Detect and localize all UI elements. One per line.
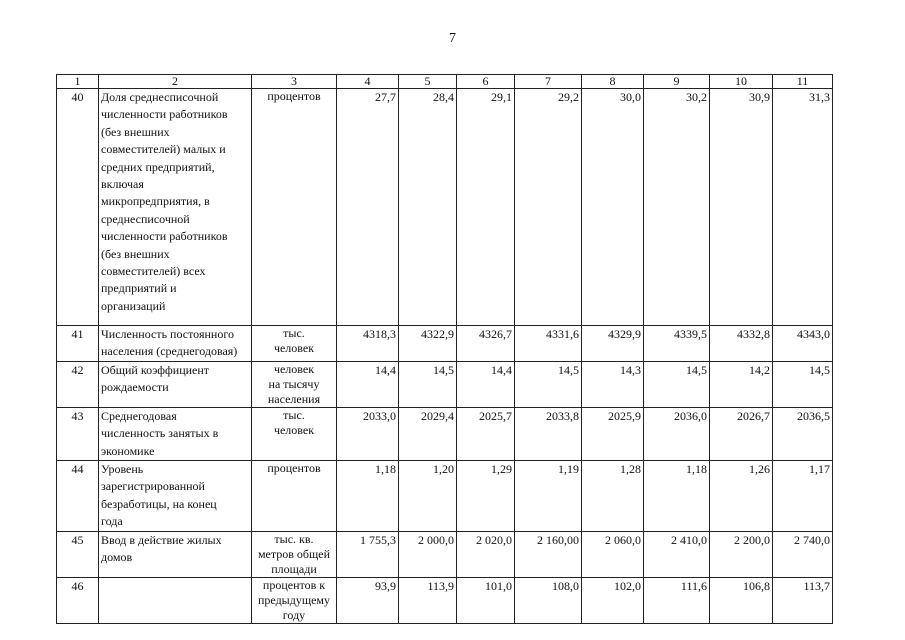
value-cell: 1 755,3 [337,531,399,577]
value-cell: 1,18 [644,461,710,532]
table-row [57,361,833,407]
indicator-name-line: года [101,514,123,529]
value-cell: 2029,4 [399,407,457,460]
column-header: 9 [644,75,710,89]
value-cell: 30,0 [582,89,644,326]
value-cell: 4332,8 [710,326,773,362]
unit-line: тыс. [283,407,305,422]
indicator-name-line: Среднегодовая [101,408,177,423]
indicator-name [99,461,252,532]
column-header: 1 [57,75,99,89]
unit-of-measure [252,89,337,326]
unit-line: человек [273,341,315,355]
value-cell: 2 060,0 [582,531,644,577]
value-cell: 28,4 [399,89,457,326]
unit-line: на тысячу [268,376,320,391]
indicator-name-line: совместителей) малых и [101,142,226,157]
value-cell: 14,4 [337,361,399,407]
indicator-name [99,531,252,577]
value-cell: 2036,0 [644,407,710,460]
indicator-name-line: экономике [101,443,155,458]
indicator-name-line: микропредприятия, в [101,194,210,209]
unit-of-measure [252,407,337,460]
unit-line: человек [273,422,315,437]
indicator-name-line: средних предприятий, [101,159,215,174]
unit-line: процентов к [262,577,326,592]
indicator-name-line: численность занятых в [101,426,219,441]
indicator-name-line: Уровень [101,462,144,477]
row-number: 41 [57,326,99,362]
column-header: 10 [710,75,773,89]
value-cell: 4331,6 [515,326,582,362]
indicator-name-line: Ввод в действие жилых [101,532,222,547]
value-cell: 2 740,0 [773,531,833,577]
unit-of-measure [252,361,337,407]
indicator-name-line: домов [101,550,133,565]
indicator-name-line: рождаемости [101,380,169,395]
value-cell: 14,3 [582,361,644,407]
value-cell: 2025,7 [457,407,515,460]
indicator-name-line: (без внешних [101,246,170,261]
table-row [57,407,833,460]
unit-line: населения [267,391,321,406]
column-header: 6 [457,75,515,89]
value-cell: 106,8 [710,577,773,623]
indicator-name [99,407,252,460]
indicator-name-line: среднесписочной [101,211,190,226]
value-cell: 2 000,0 [399,531,457,577]
unit-line: процентов [267,461,321,476]
value-cell: 2025,9 [582,407,644,460]
value-cell: 4329,9 [582,326,644,362]
row-number: 40 [57,89,99,326]
value-cell: 14,5 [399,361,457,407]
table-row [57,326,833,362]
unit-line: тыс. кв. [274,531,314,546]
value-cell: 1,17 [773,461,833,532]
unit-line: процентов [267,89,321,103]
row-number: 45 [57,531,99,577]
table-row [57,89,833,326]
row-number: 43 [57,407,99,460]
column-header: 2 [99,75,252,89]
value-cell: 2 410,0 [644,531,710,577]
value-cell: 14,4 [457,361,515,407]
value-cell: 108,0 [515,577,582,623]
value-cell: 14,5 [644,361,710,407]
unit-of-measure [252,326,337,362]
value-cell: 113,9 [399,577,457,623]
value-cell: 30,2 [644,89,710,326]
value-cell: 1,26 [710,461,773,532]
page-number: 7 [449,31,456,46]
unit-line: году [282,607,306,622]
table-row [57,577,833,623]
value-cell: 4343,0 [773,326,833,362]
value-cell: 31,3 [773,89,833,326]
unit-of-measure [252,461,337,532]
indicator-name [99,577,252,623]
unit-line: метров общей [257,546,331,561]
row-number: 44 [57,461,99,532]
value-cell: 29,1 [457,89,515,326]
row-number: 42 [57,361,99,407]
indicator-name-line: населения (среднегодовая) [101,344,238,359]
value-cell: 101,0 [457,577,515,623]
column-header: 3 [252,75,337,89]
value-cell: 2036,5 [773,407,833,460]
indicator-name-line: совместителей) всех [101,264,206,279]
value-cell: 102,0 [582,577,644,623]
value-cell: 111,6 [644,577,710,623]
unit-of-measure [252,531,337,577]
column-header: 8 [582,75,644,89]
indicator-name-line: (без внешних [101,124,170,139]
value-cell: 4339,5 [644,326,710,362]
column-header: 11 [773,75,833,89]
indicator-name-line: численности работников [101,229,228,244]
table-header-row [57,75,833,89]
value-cell: 4326,7 [457,326,515,362]
table-row [57,461,833,532]
value-cell: 1,20 [399,461,457,532]
indicator-name-line: Доля среднесписочной [101,90,219,104]
column-header: 5 [399,75,457,89]
unit-line: предыдущему [257,592,331,607]
column-header: 7 [515,75,582,89]
value-cell: 2 160,00 [515,531,582,577]
indicator-name-line: включая [101,177,144,192]
indicator-name [99,89,252,326]
row-number: 46 [57,577,99,623]
value-cell: 1,29 [457,461,515,532]
value-cell: 29,2 [515,89,582,326]
unit-line: тыс. [283,326,305,340]
value-cell: 113,7 [773,577,833,623]
value-cell: 1,28 [582,461,644,532]
column-header: 4 [337,75,399,89]
value-cell: 27,7 [337,89,399,326]
unit-line: площади [271,561,317,576]
indicator-name-line: Численность постоянного [101,327,234,341]
table-row [57,531,833,577]
indicator-name-line: зарегистрированной [101,479,205,494]
value-cell: 14,2 [710,361,773,407]
indicator-name-line: безработицы, на конец [101,496,217,511]
value-cell: 14,5 [515,361,582,407]
value-cell: 30,9 [710,89,773,326]
value-cell: 2033,0 [337,407,399,460]
unit-line: человек [273,361,315,376]
value-cell: 14,5 [773,361,833,407]
value-cell: 2033,8 [515,407,582,460]
indicators-table [56,74,833,624]
value-cell: 2 200,0 [710,531,773,577]
value-cell: 1,19 [515,461,582,532]
indicator-name [99,361,252,407]
unit-of-measure [252,577,337,623]
value-cell: 2 020,0 [457,531,515,577]
value-cell: 93,9 [337,577,399,623]
indicator-name-line: Общий коэффициент [101,362,210,377]
indicator-name-line: предприятий и [101,281,177,296]
indicator-name-line: численности работников [101,107,228,122]
indicator-name-line: организаций [101,298,166,313]
indicator-name [99,326,252,362]
value-cell: 2026,7 [710,407,773,460]
value-cell: 4322,9 [399,326,457,362]
value-cell: 4318,3 [337,326,399,362]
value-cell: 1,18 [337,461,399,532]
